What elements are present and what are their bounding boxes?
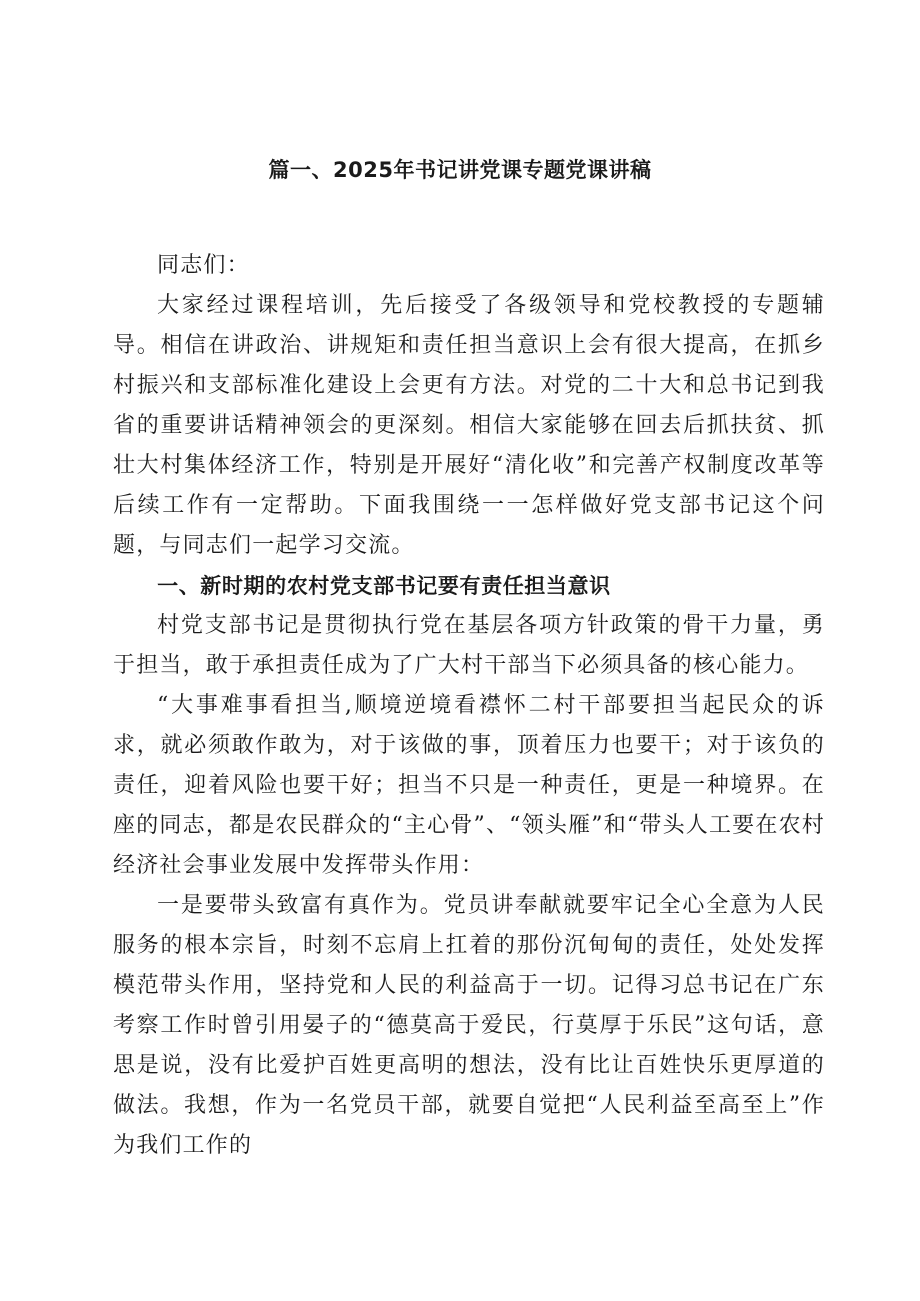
document-title: 篇一、2025年书记讲党课专题党课讲稿 (268, 158, 652, 182)
section-paragraph-2: “大事难事看担当,顺境逆境看襟怀二村干部要担当起民众的诉求，就必须敢作敢为，对于该做的事，顶着压力也要干；对于该负的责任，迎着风险也要干好；担当不只是一种责任，更是一种境界。在座的同志，都是农民群众的“主心骨”、“领头雁”和“带头人工要在农村经济社会事业发展中发挥带头作用： (113, 693, 825, 878)
section-paragraph-3: 一是要带头致富有真作为。党员讲奉献就要牢记全心全意为人民服务的根本宗旨，时刻不忘肩上扛着的那份沉甸甸的责任，处处发挥模范带头作用，坚持党和人民的利益高于一切。记得习总书记在广东考察工作时曾引用晏子的“德莫高于爱民，行莫厚于乐民”这句话，意思是说，没有比爱护百姓更高明的想法，没有比让百姓快乐更厚道的做法。我想，作为一名党员干部，就要自觉把“人民利益至高至上”作为我们工作的 (113, 893, 825, 1158)
intro-paragraph: 大家经过课程培训，先后接受了各级领导和党校教授的专题辅导。相信在讲政治、讲规矩和责任担当意识上会有很大提高，在抓乡村振兴和支部标准化建设上会更有方法。对党的二十大和总书记到我省的重要讲话精神领会的更深刻。相信大家能够在回去后抓扶贫、抓壮大村集体经济工作，特别是开展好“清化收”和完善产权制度改革等后续工作有一定帮助。下面我围绕一一怎样做好党支部书记这个问题，与同志们一起学习交流。 (113, 293, 825, 558)
section-paragraph-1: 村党支部书记是贯彻执行党在基层各项方针政策的骨干力量，勇于担当，敢于承担责任成为了广大村干部当下必须具备的核心能力。 (113, 613, 825, 678)
section-heading: 一、新时期的农村党支部书记要有责任担当意识 (157, 574, 611, 598)
document-body (113, 246, 825, 1166)
salutation: 同志们： (157, 253, 250, 278)
